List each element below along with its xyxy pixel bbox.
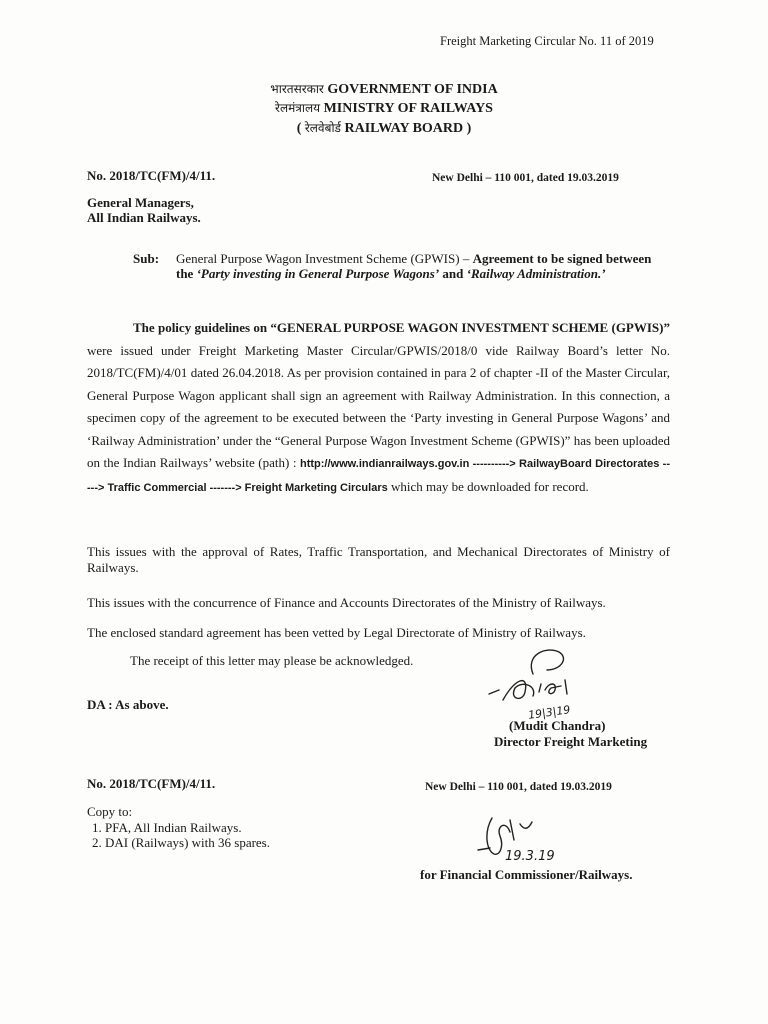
addressee-line-2: All Indian Railways.	[87, 210, 201, 225]
enclosure: DA : As above.	[87, 697, 169, 712]
for-line: for Financial Commissioner/Railways.	[420, 867, 633, 882]
subject-body	[176, 251, 670, 281]
header-english-ministry: MINISTRY OF RAILWAYS	[323, 101, 493, 116]
paragraph-concurrence: This issues with the concurrence of Finance and Accounts Directorates of the Ministry of Railways.	[87, 595, 606, 610]
paragraph-1-end: which may be downloaded for record.	[387, 478, 589, 494]
copy-place-date: New Delhi – 110 001, dated 19.03.2019	[425, 781, 612, 793]
place-date: New Delhi – 110 001, dated 19.03.2019	[432, 172, 619, 184]
signatory-name: (Mudit Chandra)	[509, 718, 606, 733]
paragraph-acknowledge: The receipt of this letter may please be acknowledged.	[130, 653, 414, 668]
paragraph-1-text: were issued under Freight Marketing Master Circular/GPWIS/2018/0 vide Railway Board’s letter No. 2018/TC(FM)/4/01 dated 26.04.2018. As per provision contained in para 2 of chapter -II of the Master Circular, General Purpose Wagon applicant shall sign an agreement with Railway Administration. In this connection, a specimen copy of the agreement to be executed between the ‘Party investing in General Purpose Wagons’ and ‘Railway Administration’ under the “General Purpose Wagon Investment Scheme (GPWIS)” has been uploaded on the Indian Railways’ website (path) :	[87, 342, 670, 470]
header-line-ministry	[0, 99, 768, 117]
fc-sign-date: 19.3.19	[505, 849, 555, 864]
director-sign-date: 19|3|19	[527, 703, 572, 722]
copy-item-2: 2. DAI (Railways) with 36 spares.	[105, 835, 270, 850]
addressee-line-1: General Managers,	[87, 195, 194, 210]
header-open-paren: (	[296, 121, 302, 136]
header-english-government: GOVERNMENT OF INDIA	[327, 82, 498, 97]
header-hindi-board: रेलवेबोर्ड	[304, 121, 341, 135]
header-hindi-ministry: रेलमंत्रालय	[275, 101, 321, 115]
header-line-government	[0, 80, 768, 98]
addressee	[87, 195, 201, 225]
website-path: http://www.indianrailways.gov.in ----------> RailwayBoard Directorates -----> Traffic Commercial -------> Freight Marketing Circulars	[87, 458, 671, 494]
subject-label: Sub:	[133, 251, 160, 266]
paragraph-approval: This issues with the approval of Rates, Traffic Transportation, and Mechanical Directorates of Ministry of Railways.	[87, 544, 670, 575]
subject-bold-2: and	[439, 266, 467, 281]
paragraph-1-bold-intro: The policy guidelines on “GENERAL PURPOSE WAGON INVESTMENT SCHEME (GPWIS)”	[133, 320, 670, 335]
paragraph-1	[87, 317, 670, 499]
subject	[133, 251, 670, 281]
header-english-board: RAILWAY BOARD )	[344, 121, 472, 136]
circular-number: Freight Marketing Circular No. 11 of 2019	[440, 34, 654, 48]
subject-plain: General Purpose Wagon Investment Scheme (GPWIS) –	[176, 251, 473, 266]
header-hindi-government: भारतसरकार	[270, 82, 324, 96]
copy-letter-number: No. 2018/TC(FM)/4/11.	[87, 776, 216, 791]
signatory-designation: Director Freight Marketing	[494, 734, 648, 749]
subject-italic-2: ‘Railway Administration.’	[466, 266, 606, 281]
letter-number: No. 2018/TC(FM)/4/11.	[87, 168, 216, 183]
subject-italic-1: ‘Party investing in General Purpose Wagons’	[196, 266, 440, 281]
subject-bold-1: Agreement to be signed between the	[176, 251, 652, 281]
paragraph-vetted: The enclosed standard agreement has been vetted by Legal Directorate of Ministry of Railways.	[87, 625, 586, 640]
copy-list	[87, 820, 270, 850]
copy-item-1: 1. PFA, All Indian Railways.	[105, 820, 270, 835]
copy-to-label: Copy to:	[87, 804, 133, 819]
header-line-board	[0, 119, 768, 137]
